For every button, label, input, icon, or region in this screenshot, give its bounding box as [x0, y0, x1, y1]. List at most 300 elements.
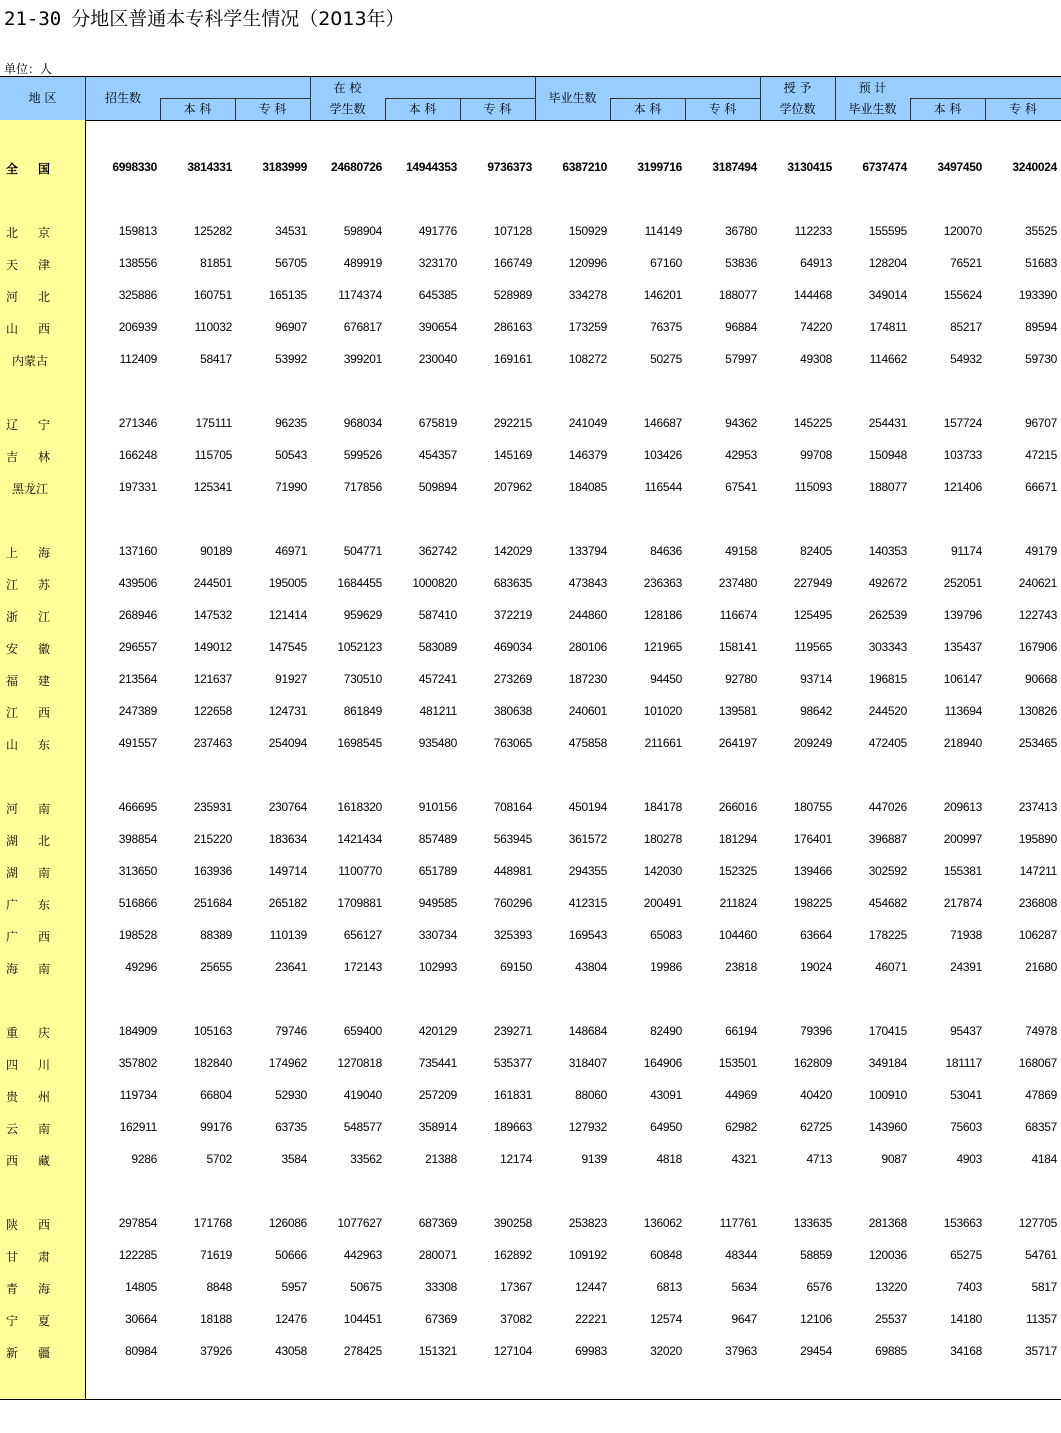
table-cell: 54761	[1025, 1248, 1057, 1262]
table-cell: 273269	[493, 672, 532, 686]
table-cell: 264197	[718, 736, 757, 750]
table-cell: 30664	[125, 1312, 157, 1326]
table-cell: 24391	[950, 960, 982, 974]
table-cell: 105163	[193, 1024, 232, 1038]
table-cell: 318407	[568, 1056, 607, 1070]
table-cell: 253465	[1018, 736, 1057, 750]
table-cell: 230764	[268, 800, 307, 814]
table-cell: 104460	[718, 928, 757, 942]
table-cell: 599526	[343, 448, 382, 462]
table-cell: 14944353	[406, 160, 457, 174]
table-cell: 125341	[193, 480, 232, 494]
table-cell: 142029	[493, 544, 532, 558]
region-name: 辽 宁	[5, 418, 54, 432]
table-cell: 22221	[575, 1312, 607, 1326]
table-cell: 82405	[800, 544, 832, 558]
region-name: 海 南	[5, 962, 54, 976]
table-cell: 169161	[493, 352, 532, 366]
table-cell: 37082	[500, 1312, 532, 1326]
table-cell: 1698545	[337, 736, 382, 750]
table-cell: 215220	[193, 832, 232, 846]
table-cell: 75603	[950, 1120, 982, 1134]
table-cell: 95437	[950, 1024, 982, 1038]
table-cell: 153663	[943, 1216, 982, 1230]
table-cell: 120036	[868, 1248, 907, 1262]
table-cell: 645385	[418, 288, 457, 302]
table-cell: 303343	[868, 640, 907, 654]
table-row	[0, 704, 1061, 724]
table-cell: 128186	[643, 608, 682, 622]
table-cell: 98642	[800, 704, 832, 718]
table-cell: 9736373	[487, 160, 532, 174]
table-row	[0, 544, 1061, 564]
table-cell: 150929	[568, 224, 607, 238]
table-cell: 112233	[794, 224, 832, 238]
table-cell: 122285	[118, 1248, 157, 1262]
table-cell: 563945	[493, 832, 532, 846]
table-cell: 50543	[275, 448, 307, 462]
table-cell: 35525	[1025, 224, 1057, 238]
table-cell: 155381	[943, 864, 982, 878]
table-cell: 159813	[118, 224, 157, 238]
table-cell: 683635	[493, 576, 532, 590]
table-cell: 380638	[493, 704, 532, 718]
table-cell: 94450	[650, 672, 682, 686]
table-cell: 168067	[1018, 1056, 1057, 1070]
table-cell: 442963	[343, 1248, 382, 1262]
table-cell: 469034	[493, 640, 532, 654]
table-cell: 188077	[718, 288, 757, 302]
table-cell: 40420	[800, 1088, 832, 1102]
table-cell: 158141	[718, 640, 757, 654]
table-row	[0, 1344, 1061, 1364]
table-cell: 91174	[951, 544, 982, 558]
table-cell: 175111	[195, 416, 232, 430]
header-enrolled-bottom: 学生数	[329, 102, 366, 116]
table-cell: 349184	[868, 1056, 907, 1070]
table-row	[0, 448, 1061, 468]
table-row	[0, 256, 1061, 276]
table-cell: 302592	[868, 864, 907, 878]
table-cell: 125282	[193, 224, 232, 238]
table-cell: 280071	[418, 1248, 457, 1262]
table-cell: 708164	[493, 800, 532, 814]
region-name: 广 西	[5, 930, 54, 944]
table-cell: 51683	[1025, 256, 1057, 270]
table-cell: 124731	[268, 704, 307, 718]
region-name: 贵 州	[5, 1090, 54, 1104]
table-cell: 237413	[1018, 800, 1057, 814]
table-cell: 3497450	[937, 160, 982, 174]
table-cell: 910156	[418, 800, 457, 814]
table-cell: 196815	[868, 672, 907, 686]
table-cell: 160751	[193, 288, 232, 302]
table-cell: 184178	[643, 800, 682, 814]
region-name: 甘 肃	[5, 1250, 54, 1264]
table-cell: 968034	[343, 416, 382, 430]
region-name: 山 西	[5, 322, 54, 336]
table-cell: 121414	[268, 608, 307, 622]
table-cell: 861849	[343, 704, 382, 718]
table-cell: 43058	[275, 1344, 307, 1358]
table-cell: 79746	[275, 1024, 307, 1038]
table-cell: 184909	[118, 1024, 157, 1038]
table-cell: 80984	[125, 1344, 157, 1358]
table-cell: 659400	[343, 1024, 382, 1038]
table-cell: 165135	[268, 288, 307, 302]
region-name: 河 北	[5, 290, 54, 304]
table-cell: 133635	[793, 1216, 832, 1230]
table-cell: 106147	[943, 672, 982, 686]
table-cell: 323170	[418, 256, 457, 270]
table-cell: 147545	[268, 640, 307, 654]
region-name: 安 徽	[5, 642, 54, 656]
table-cell: 491557	[118, 736, 157, 750]
table-cell: 294355	[568, 864, 607, 878]
table-cell: 9087	[881, 1152, 907, 1166]
table-row	[0, 800, 1061, 820]
table-cell: 90668	[1025, 672, 1057, 686]
table-cell: 44969	[725, 1088, 757, 1102]
table-cell: 96907	[275, 320, 307, 334]
table-cell: 193390	[1018, 288, 1057, 302]
region-name: 黑龙江	[11, 482, 48, 496]
region-name: 广 东	[5, 898, 54, 912]
table-cell: 330734	[418, 928, 457, 942]
table-cell: 1052123	[337, 640, 382, 654]
table-cell: 115705	[194, 448, 232, 462]
table-cell: 12174	[500, 1152, 532, 1166]
header-degree-top: 授 予	[783, 81, 812, 95]
table-cell: 266016	[718, 800, 757, 814]
table-cell: 535377	[493, 1056, 532, 1070]
table-row	[0, 416, 1061, 436]
table-cell: 54932	[950, 352, 982, 366]
table-cell: 14805	[125, 1280, 157, 1294]
table-cell: 11357	[1026, 1312, 1057, 1326]
region-name: 湖 北	[5, 834, 54, 848]
table-cell: 62725	[800, 1120, 832, 1134]
table-cell: 1100770	[338, 864, 382, 878]
table-cell: 93714	[800, 672, 832, 686]
table-row	[0, 1024, 1061, 1044]
table-cell: 207962	[493, 480, 532, 494]
table-cell: 25655	[200, 960, 232, 974]
table-cell: 3187494	[712, 160, 757, 174]
table-cell: 195005	[268, 576, 307, 590]
header-bottom-rule	[0, 120, 1061, 121]
table-cell: 211824	[719, 896, 757, 910]
table-cell: 857489	[418, 832, 457, 846]
table-cell: 254094	[268, 736, 307, 750]
table-cell: 148684	[568, 1024, 607, 1038]
table-cell: 372219	[493, 608, 532, 622]
table-cell: 89594	[1025, 320, 1057, 334]
table-cell: 4818	[656, 1152, 682, 1166]
region-name: 浙 江	[5, 610, 54, 624]
table-cell: 3199716	[637, 160, 682, 174]
table-row	[0, 1152, 1061, 1172]
table-cell: 5817	[1031, 1280, 1057, 1294]
table-cell: 53041	[950, 1088, 982, 1102]
table-cell: 6387210	[562, 160, 607, 174]
table-cell: 62982	[725, 1120, 757, 1134]
table-cell: 138556	[118, 256, 157, 270]
table-cell: 209613	[943, 800, 982, 814]
table-cell: 49308	[800, 352, 832, 366]
table-cell: 81851	[200, 256, 232, 270]
table-cell: 66671	[1025, 480, 1057, 494]
table-cell: 139466	[793, 864, 832, 878]
table-cell: 37926	[200, 1344, 232, 1358]
table-cell: 935480	[418, 736, 457, 750]
table-cell: 362742	[418, 544, 457, 558]
header-grad-benke: 本 科	[633, 102, 662, 116]
table-cell: 200491	[643, 896, 682, 910]
table-cell: 717856	[343, 480, 382, 494]
table-cell: 140353	[868, 544, 907, 558]
table-row	[0, 1056, 1061, 1076]
table-cell: 36780	[725, 224, 757, 238]
table-cell: 53992	[275, 352, 307, 366]
table-cell: 149012	[193, 640, 232, 654]
table-row	[0, 1088, 1061, 1108]
table-cell: 37963	[725, 1344, 757, 1358]
table-cell: 102993	[418, 960, 457, 974]
table-cell: 92780	[725, 672, 757, 686]
table-cell: 9286	[131, 1152, 157, 1166]
header-region: 地 区	[28, 91, 57, 105]
table-cell: 281368	[868, 1216, 907, 1230]
table-cell: 121965	[643, 640, 682, 654]
table-cell: 687369	[418, 1216, 457, 1230]
region-name: 上 海	[5, 546, 54, 560]
table-cell: 240601	[568, 704, 607, 718]
table-cell: 146687	[643, 416, 682, 430]
table-cell: 99708	[800, 448, 832, 462]
table-cell: 548577	[343, 1120, 382, 1134]
table-cell: 178225	[868, 928, 907, 942]
table-cell: 237480	[718, 576, 757, 590]
table-cell: 116544	[644, 480, 682, 494]
table-cell: 33308	[425, 1280, 457, 1294]
table-cell: 71990	[275, 480, 307, 494]
table-cell: 239271	[493, 1024, 532, 1038]
table-cell: 278425	[343, 1344, 382, 1358]
table-cell: 67160	[650, 256, 682, 270]
table-cell: 147532	[193, 608, 232, 622]
table-cell: 5634	[731, 1280, 757, 1294]
table-cell: 6576	[806, 1280, 832, 1294]
table-cell: 334278	[568, 288, 607, 302]
table-cell: 64913	[800, 256, 832, 270]
table-row	[0, 736, 1061, 756]
table-row	[0, 1280, 1061, 1300]
table-cell: 183634	[268, 832, 307, 846]
table-cell: 325393	[493, 928, 532, 942]
table-cell: 71938	[950, 928, 982, 942]
table-cell: 23818	[725, 960, 757, 974]
table-cell: 43804	[575, 960, 607, 974]
table-cell: 419040	[343, 1088, 382, 1102]
table-cell: 69885	[875, 1344, 907, 1358]
table-cell: 65275	[950, 1248, 982, 1262]
table-cell: 656127	[343, 928, 382, 942]
table-cell: 43091	[650, 1088, 682, 1102]
table-cell: 53836	[725, 256, 757, 270]
table-cell: 66194	[725, 1024, 757, 1038]
table-cell: 200997	[943, 832, 982, 846]
table-cell: 42953	[725, 448, 757, 462]
table-cell: 152325	[718, 864, 757, 878]
table-cell: 114149	[644, 224, 682, 238]
table-cell: 59730	[1025, 352, 1057, 366]
table-cell: 84636	[650, 544, 682, 558]
header-enrolled-zhuanke: 专 科	[483, 102, 512, 116]
unit-label: 单位：人	[4, 62, 53, 76]
table-cell: 959629	[343, 608, 382, 622]
table-cell: 173259	[568, 320, 607, 334]
table-cell: 122743	[1018, 608, 1057, 622]
table-cell: 236363	[643, 576, 682, 590]
header-enroll-benke: 本 科	[183, 102, 212, 116]
table-row	[0, 320, 1061, 340]
table-cell: 67541	[725, 480, 757, 494]
region-name: 全 国	[5, 162, 54, 176]
header-grad-zhuanke: 专 科	[708, 102, 737, 116]
table-cell: 7403	[956, 1280, 982, 1294]
region-name: 宁 夏	[5, 1314, 54, 1328]
table-cell: 390258	[493, 1216, 532, 1230]
table-cell: 247389	[118, 704, 157, 718]
table-cell: 1000820	[412, 576, 457, 590]
table-cell: 155624	[943, 288, 982, 302]
table-cell: 99176	[200, 1120, 232, 1134]
table-cell: 139581	[718, 704, 757, 718]
table-cell: 107128	[493, 224, 532, 238]
table-cell: 166749	[493, 256, 532, 270]
table-cell: 735441	[418, 1056, 457, 1070]
table-cell: 172143	[343, 960, 382, 974]
table-cell: 12574	[650, 1312, 682, 1326]
table-cell: 121637	[193, 672, 232, 686]
table-cell: 286163	[493, 320, 532, 334]
table-row	[0, 608, 1061, 628]
table-cell: 509894	[418, 480, 457, 494]
table-cell: 5702	[206, 1152, 232, 1166]
table-cell: 763065	[493, 736, 532, 750]
table-row	[0, 960, 1061, 980]
table-cell: 17367	[500, 1280, 532, 1294]
table-cell: 120996	[568, 256, 607, 270]
table-cell: 117761	[719, 1216, 757, 1230]
table-cell: 227949	[793, 576, 832, 590]
region-column	[0, 120, 86, 1400]
table-cell: 399201	[343, 352, 382, 366]
table-cell: 161831	[493, 1088, 532, 1102]
table-cell: 9139	[581, 1152, 607, 1166]
table-cell: 52930	[275, 1088, 307, 1102]
table-cell: 142030	[643, 864, 682, 878]
table-cell: 88389	[200, 928, 232, 942]
table-cell: 146379	[568, 448, 607, 462]
table-cell: 162892	[493, 1248, 532, 1262]
table-cell: 598904	[343, 224, 382, 238]
table-cell: 110139	[269, 928, 307, 942]
table-cell: 195890	[1018, 832, 1057, 846]
table-cell: 4713	[806, 1152, 832, 1166]
table-cell: 122658	[193, 704, 232, 718]
table-cell: 74220	[800, 320, 832, 334]
table-cell: 206939	[118, 320, 157, 334]
region-name: 云 南	[5, 1122, 54, 1136]
table-cell: 136062	[643, 1216, 682, 1230]
header-graduates: 毕业生数	[548, 91, 597, 105]
table-cell: 100910	[868, 1088, 907, 1102]
table-cell: 180755	[793, 800, 832, 814]
table-cell: 296557	[118, 640, 157, 654]
table-cell: 252051	[943, 576, 982, 590]
table-cell: 104451	[343, 1312, 382, 1326]
header-expected-benke: 本 科	[933, 102, 962, 116]
table-cell: 1174374	[338, 288, 382, 302]
table-cell: 66804	[200, 1088, 232, 1102]
table-cell: 676817	[343, 320, 382, 334]
table-cell: 211661	[644, 736, 682, 750]
table-row	[0, 1120, 1061, 1140]
table-cell: 457241	[418, 672, 457, 686]
table-cell: 447026	[868, 800, 907, 814]
region-name: 福 建	[5, 674, 54, 688]
table-cell: 244860	[568, 608, 607, 622]
table-cell: 12106	[800, 1312, 832, 1326]
table-cell: 116674	[719, 608, 757, 622]
table-cell: 114662	[869, 352, 907, 366]
table-cell: 101020	[643, 704, 682, 718]
table-cell: 489919	[343, 256, 382, 270]
table-cell: 12476	[275, 1312, 307, 1326]
table-cell: 34531	[275, 224, 307, 238]
table-cell: 130826	[1018, 704, 1057, 718]
table-cell: 292215	[493, 416, 532, 430]
page-title: 21-30 分地区普通本专科学生情况（2013年）	[4, 8, 405, 30]
table-cell: 58417	[200, 352, 232, 366]
table-cell: 237463	[193, 736, 232, 750]
table-cell: 162809	[793, 1056, 832, 1070]
header-degree-bottom: 学位数	[779, 102, 816, 116]
table-cell: 50666	[275, 1248, 307, 1262]
table-cell: 25537	[875, 1312, 907, 1326]
table-cell: 49158	[725, 544, 757, 558]
table-cell: 473843	[568, 576, 607, 590]
header-expected-top: 预 计	[858, 81, 887, 95]
table-cell: 217874	[943, 896, 982, 910]
table-cell: 1077627	[337, 1216, 382, 1230]
table-cell: 9647	[731, 1312, 757, 1326]
table-cell: 14180	[950, 1312, 982, 1326]
table-cell: 79396	[800, 1024, 832, 1038]
table-cell: 112409	[119, 352, 157, 366]
table-row	[0, 288, 1061, 308]
table-cell: 145225	[793, 416, 832, 430]
table-cell: 1270818	[337, 1056, 382, 1070]
table-cell: 169543	[568, 928, 607, 942]
table-cell: 120070	[943, 224, 982, 238]
table-cell: 137160	[118, 544, 157, 558]
table-cell: 218940	[943, 736, 982, 750]
table-cell: 63664	[800, 928, 832, 942]
header-expected-zhuanke: 专 科	[1009, 102, 1037, 116]
